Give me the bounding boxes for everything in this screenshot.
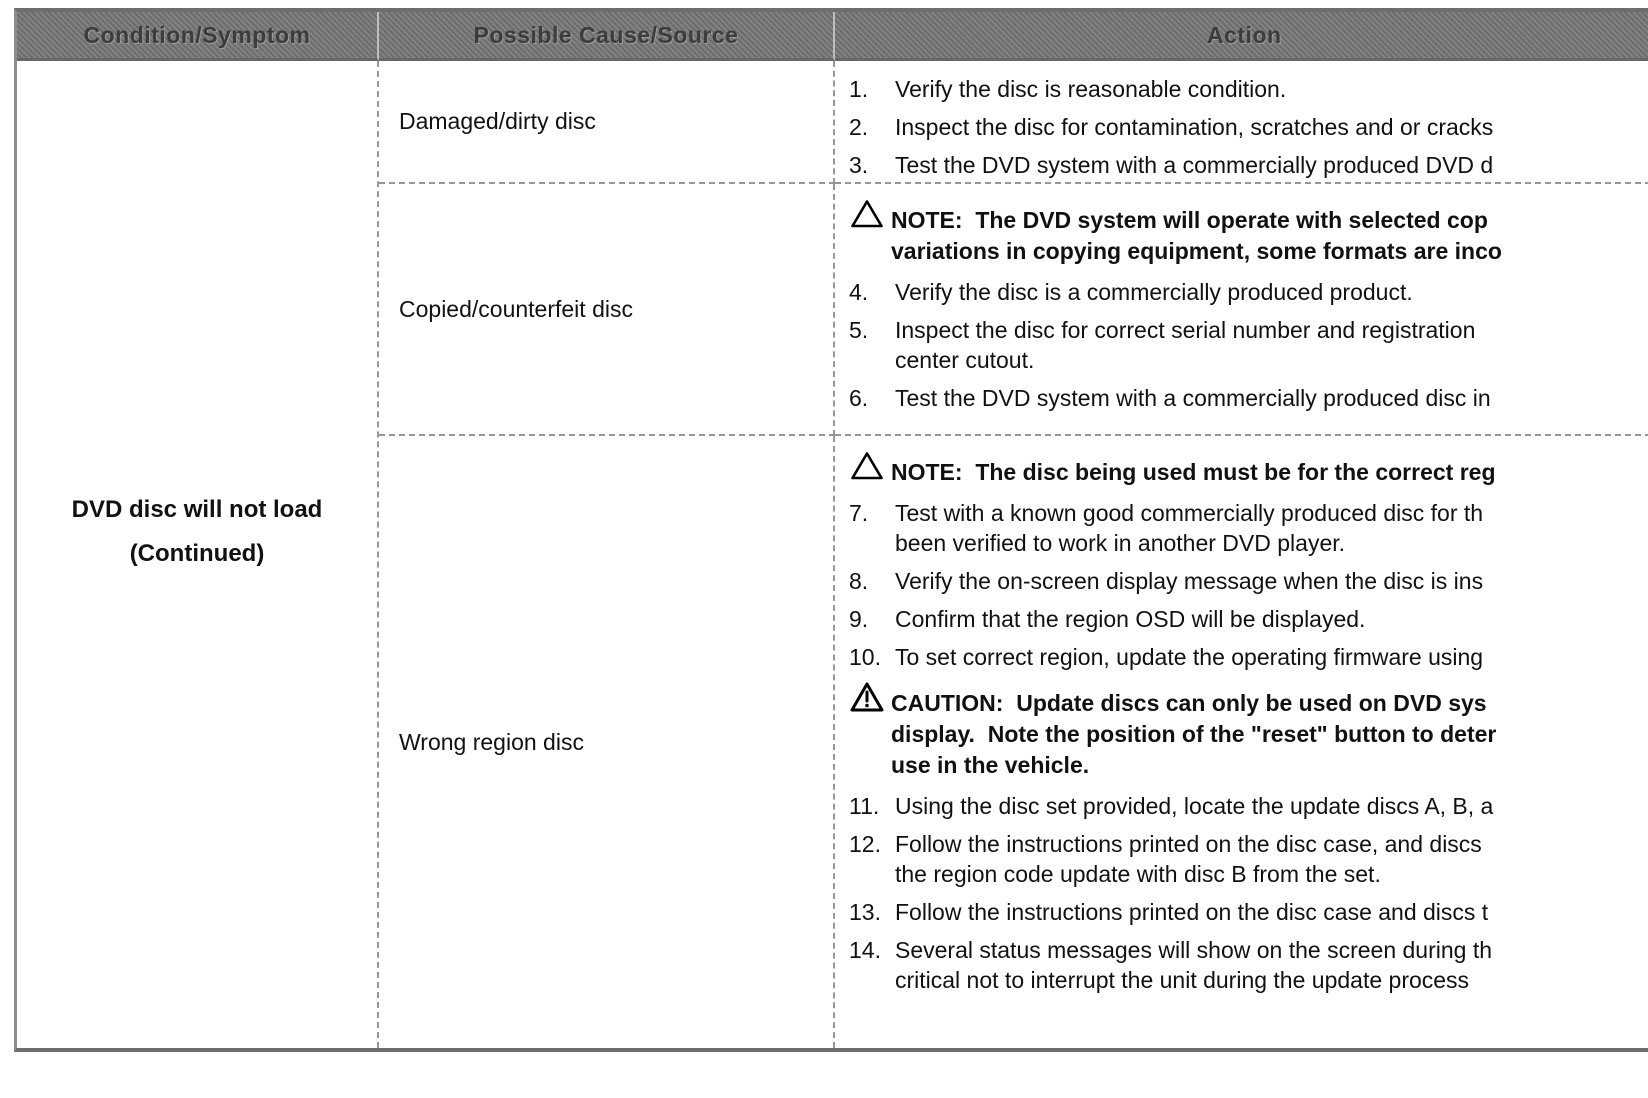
action-line: Follow the instructions printed on the disc case and discs t — [895, 899, 1489, 925]
item-text — [895, 277, 1413, 307]
item-text — [895, 498, 1483, 558]
action-item — [849, 642, 1648, 672]
cause-label: Damaged/dirty disc — [399, 108, 596, 134]
cause-cell-damaged-dirty-disc — [379, 61, 835, 184]
troubleshooting-table — [14, 8, 1648, 1052]
item-number: 9. — [849, 606, 869, 632]
callout-line: variations in copying equipment, some formats are inco — [891, 238, 1502, 264]
note-block — [849, 457, 1648, 488]
item-number: 4. — [849, 279, 869, 305]
callout-line: NOTE: The disc being used must be for the correct reg — [891, 459, 1496, 485]
callout-line: NOTE: The DVD system will operate with selected cop — [891, 207, 1488, 233]
header-cause-label: Possible Cause/Source — [473, 21, 739, 48]
action-item — [849, 604, 1648, 634]
note-block — [849, 205, 1648, 267]
item-number: 12. — [849, 831, 881, 857]
action-line: Verify the disc is a commercially produced product. — [895, 279, 1413, 305]
item-number: 1. — [849, 76, 869, 102]
action-line: Test the DVD system with a commercially produced DVD d — [895, 152, 1494, 178]
action-line: Verify the on-screen display message when the disc is ins — [895, 568, 1484, 594]
action-line: center cutout. — [895, 347, 1035, 373]
action-line: Using the disc set provided, locate the update discs A, B, a — [895, 793, 1494, 819]
action-line: Follow the instructions printed on the disc case, and discs — [895, 831, 1482, 857]
action-item — [849, 112, 1648, 142]
condition-text-line2: (Continued) — [129, 540, 265, 567]
action-item — [849, 277, 1648, 307]
item-number: 11. — [849, 793, 880, 819]
callout-line: use in the vehicle. — [891, 752, 1090, 778]
action-cell-row3 — [835, 436, 1648, 1048]
action-line: Test with a known good commercially produced disc for th — [895, 500, 1484, 526]
item-number: 3. — [849, 152, 869, 178]
item-text — [895, 935, 1492, 995]
item-number: 14. — [849, 937, 881, 963]
item-text — [895, 829, 1482, 889]
cause-label: Wrong region disc — [399, 728, 584, 755]
header-condition-label: Condition/Symptom — [83, 21, 311, 48]
action-line: Inspect the disc for contamination, scratches and or cracks — [895, 114, 1494, 140]
header-action — [835, 12, 1648, 61]
action-item — [849, 791, 1648, 821]
action-line: critical not to interrupt the unit during the update process — [895, 967, 1470, 993]
header-condition-symptom — [17, 12, 379, 61]
action-line: Several status messages will show on the screen during th — [895, 937, 1493, 963]
item-text — [895, 315, 1475, 375]
item-number: 2. — [849, 114, 869, 140]
caution-warning-icon — [849, 681, 885, 713]
item-text — [895, 150, 1493, 180]
action-line: Confirm that the region OSD will be displayed. — [895, 606, 1366, 632]
item-number: 6. — [849, 385, 869, 411]
action-line: To set correct region, update the operating firmware using — [895, 644, 1484, 670]
action-line: Verify the disc is reasonable condition. — [895, 76, 1287, 102]
cause-cell-copied-counterfeit-disc — [379, 184, 835, 436]
item-text — [895, 112, 1493, 142]
header-action-label: Action — [1207, 21, 1282, 48]
item-number: 7. — [849, 500, 869, 526]
item-text — [895, 604, 1365, 634]
item-number: 8. — [849, 568, 869, 594]
item-number: 5. — [849, 317, 869, 343]
action-item — [849, 566, 1648, 596]
action-item — [849, 150, 1648, 180]
action-line: the region code update with disc B from the set. — [895, 861, 1381, 887]
callout-line: display. Note the position of the "reset" button to deter — [891, 721, 1497, 747]
item-text — [895, 566, 1483, 596]
note-triangle-icon — [849, 450, 885, 482]
item-number: 13. — [849, 899, 881, 925]
callout-line: CAUTION: Update discs can only be used on DVD sys — [891, 690, 1487, 716]
action-item — [849, 829, 1648, 889]
item-text — [895, 791, 1493, 821]
action-item — [849, 498, 1648, 558]
action-line: been verified to work in another DVD player. — [895, 530, 1346, 556]
action-line: Inspect the disc for correct serial number and registration — [895, 317, 1476, 343]
action-item — [849, 935, 1648, 995]
item-number: 10. — [849, 644, 881, 670]
action-line: Test the DVD system with a commercially produced disc in — [895, 385, 1491, 411]
note-triangle-icon — [849, 198, 885, 230]
action-cell-row2 — [835, 184, 1648, 436]
caution-block — [849, 688, 1648, 781]
action-item — [849, 315, 1648, 375]
item-text — [895, 642, 1483, 672]
cause-label: Copied/counterfeit disc — [399, 295, 633, 322]
item-text — [895, 897, 1488, 927]
action-cell-row1 — [835, 61, 1648, 184]
condition-text-line1: DVD disc will not load — [71, 496, 323, 523]
cause-cell-wrong-region-disc — [379, 436, 835, 1048]
item-text — [895, 383, 1491, 413]
action-item — [849, 897, 1648, 927]
item-text — [895, 74, 1286, 104]
condition-cell — [17, 61, 379, 1048]
action-item — [849, 383, 1648, 413]
header-possible-cause — [379, 12, 835, 61]
action-item — [849, 74, 1648, 104]
